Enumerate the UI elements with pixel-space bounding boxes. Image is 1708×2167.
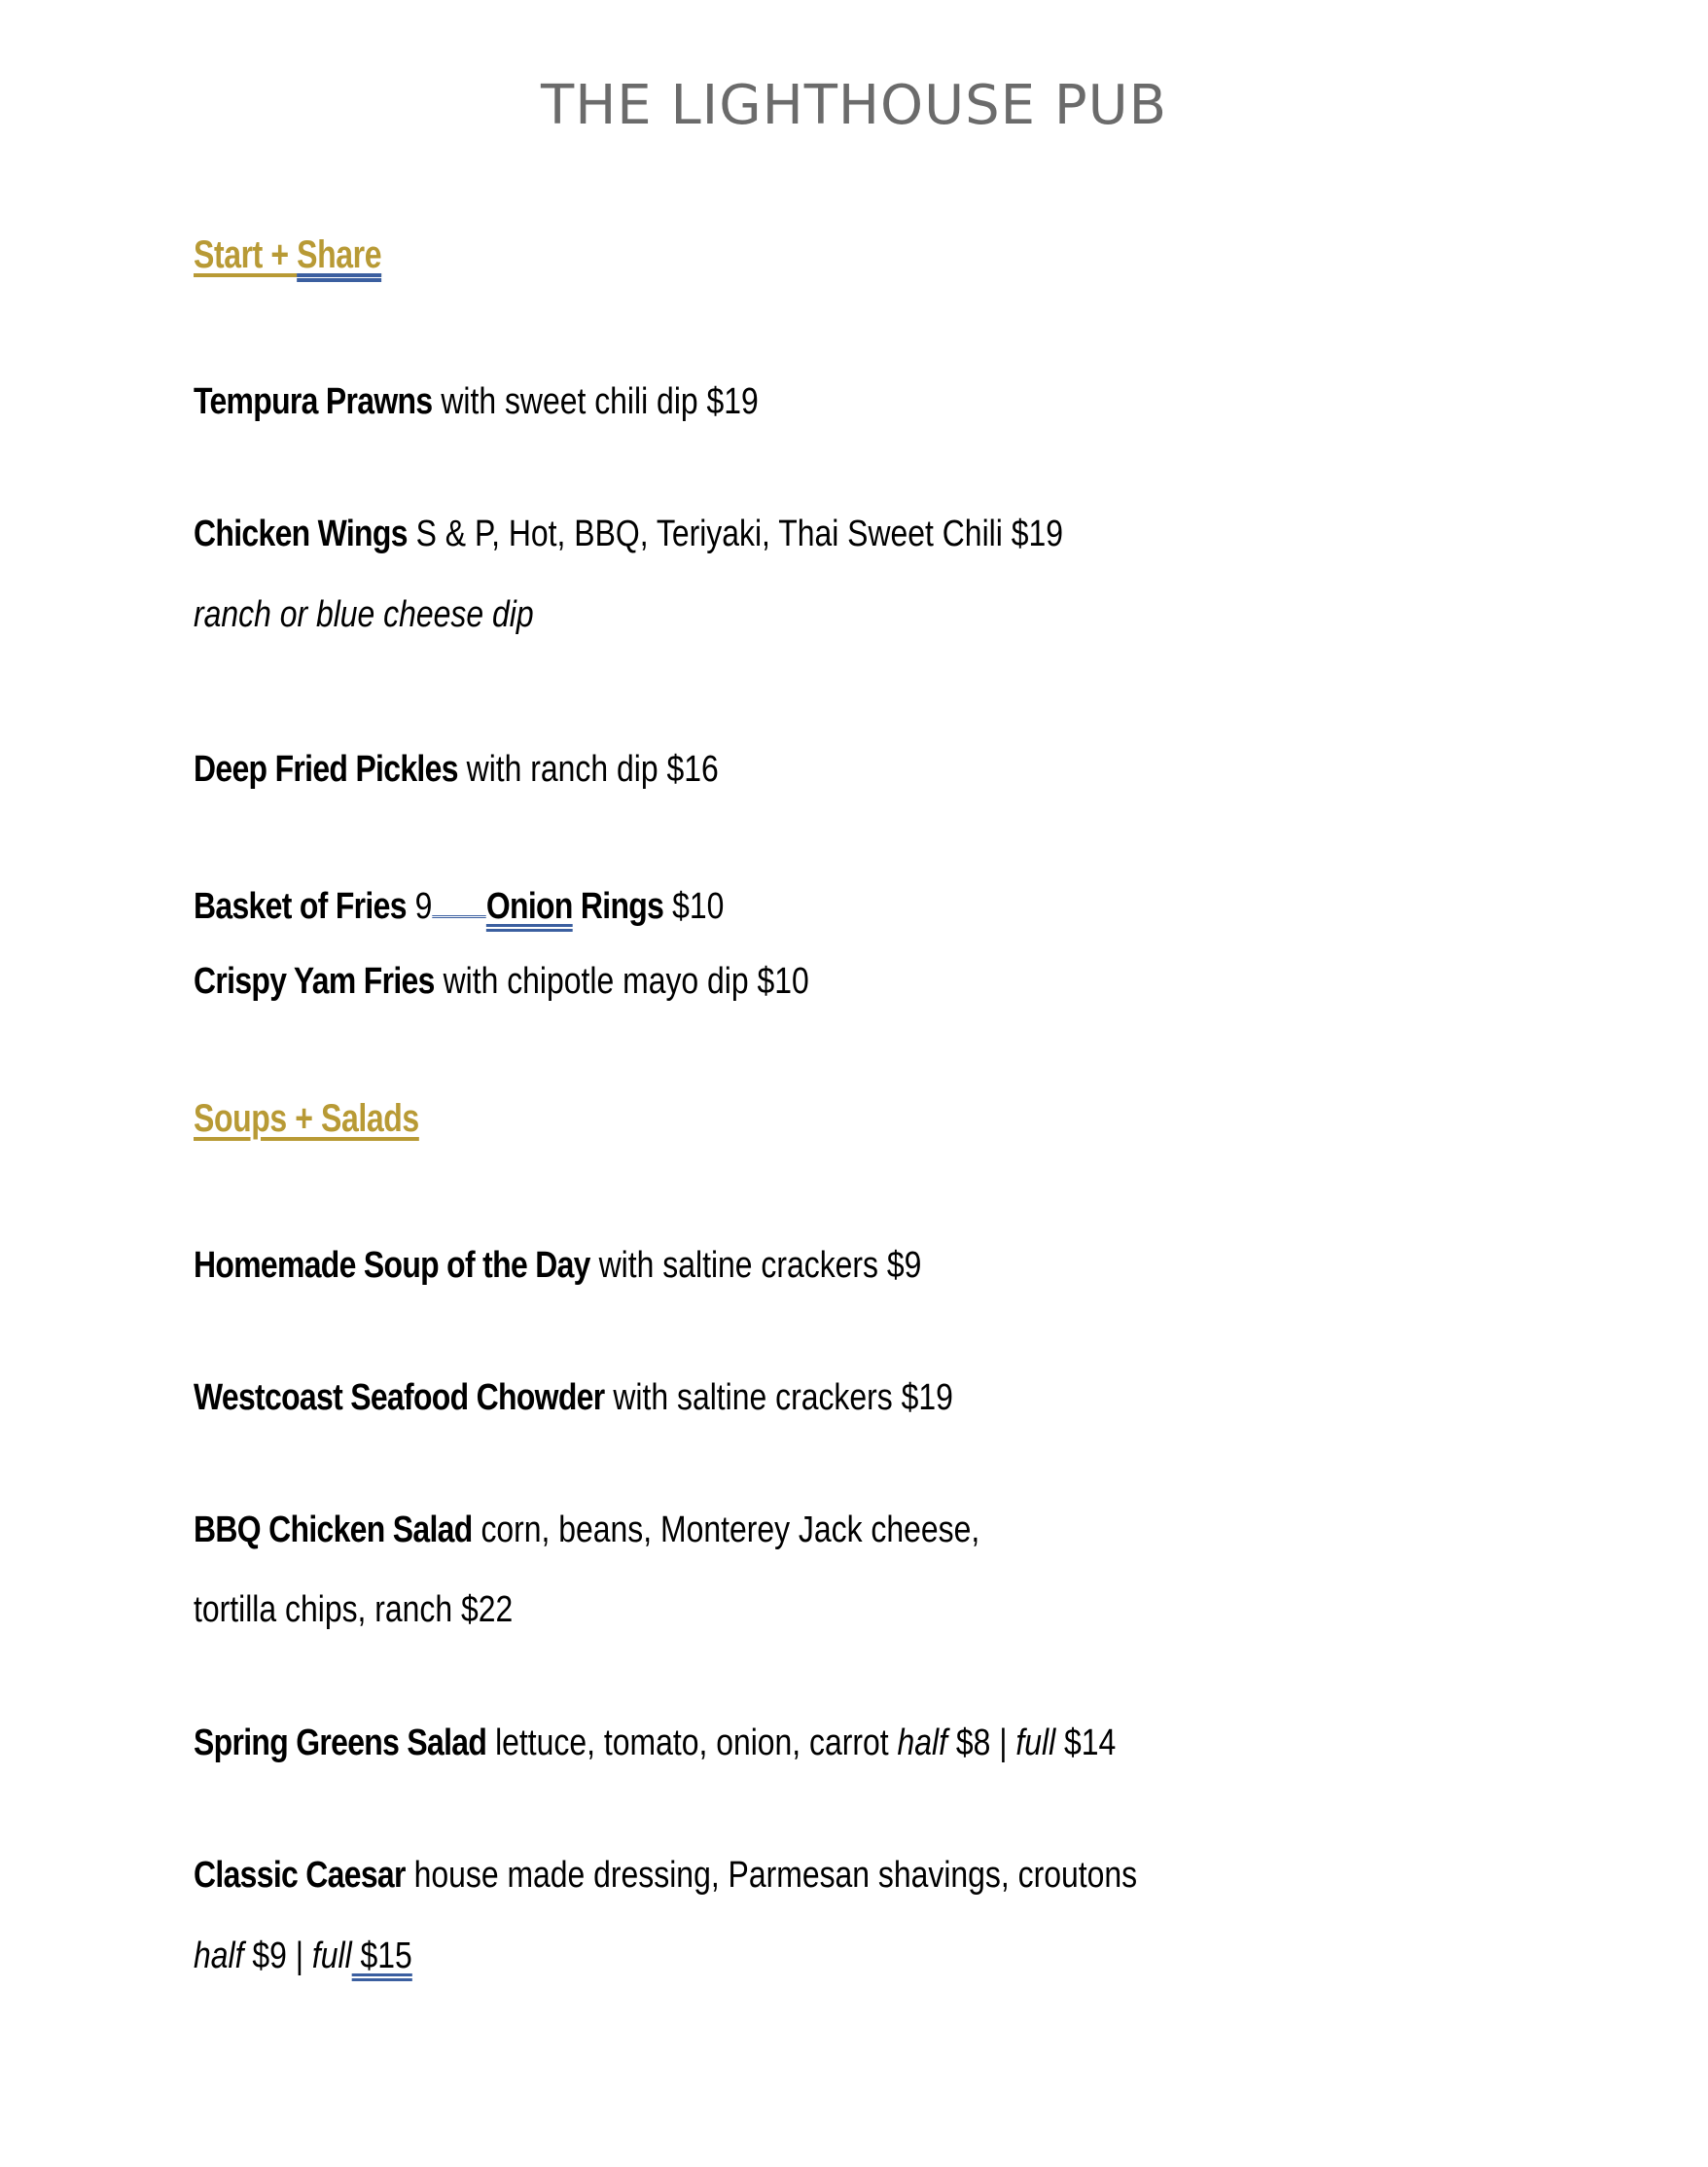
item-desc: with chipotle mayo dip $10	[434, 961, 809, 1002]
full-price: $15	[351, 1936, 412, 1976]
menu-item-classic-caesar-prices	[194, 1936, 412, 1977]
item-name: Basket of Fries	[194, 886, 407, 927]
item-desc: corn, beans, Monterey Jack cheese,	[472, 1510, 980, 1550]
menu-item-bbq-chicken-salad-cont: tortilla chips, ranch $22	[194, 1589, 514, 1630]
heading-part-1: Start +	[194, 233, 298, 276]
item-desc: S & P, Hot, BBQ, Teriyaki, Thai Sweet Chili $19	[407, 514, 1063, 554]
menu-item-chicken-wings	[194, 514, 1063, 555]
section-heading-start-share	[194, 233, 381, 277]
item-desc: with ranch dip $16	[457, 749, 719, 790]
item-name: Spring Greens Salad	[194, 1723, 487, 1763]
item-name: Homemade Soup of the Day	[194, 1245, 590, 1286]
item-desc: house made dressing, Parmesan shavings, croutons	[405, 1855, 1138, 1896]
item-name: BBQ Chicken Salad	[194, 1510, 473, 1550]
menu-item-chicken-wings-note: ranch or blue cheese dip	[194, 594, 534, 635]
item-name: Deep Fried Pickles	[194, 749, 458, 790]
heading-part-2: Share	[297, 233, 382, 276]
half-price: $9 |	[243, 1936, 312, 1976]
menu-item-fries-and-rings	[194, 882, 724, 928]
tab-gap	[432, 882, 485, 918]
menu-item-seafood-chowder	[194, 1377, 953, 1419]
menu-item-spring-greens-salad	[194, 1723, 1116, 1764]
item-name: Chicken Wings	[194, 514, 408, 554]
half-label: half	[194, 1936, 244, 1976]
item2-price: $10	[663, 886, 725, 927]
item2-name-underlined: Onion	[485, 886, 573, 927]
item-price: 9	[406, 886, 433, 927]
item2-name-rest: Rings	[572, 886, 664, 927]
item-name: Crispy Yam Fries	[194, 961, 435, 1002]
item-desc: with saltine crackers $19	[604, 1377, 953, 1418]
menu-item-tempura-prawns	[194, 381, 759, 423]
item-name: Classic Caesar	[194, 1855, 406, 1896]
full-label: full	[1015, 1723, 1056, 1763]
item-desc: with saltine crackers $9	[589, 1245, 922, 1286]
menu-item-bbq-chicken-salad	[194, 1510, 979, 1551]
full-price: $14	[1055, 1723, 1117, 1763]
item-name: Tempura Prawns	[194, 381, 433, 422]
menu-item-soup-of-the-day	[194, 1245, 921, 1287]
menu-item-crispy-yam-fries	[194, 961, 809, 1003]
item-name: Westcoast Seafood Chowder	[194, 1377, 605, 1418]
section-heading-soups-salads: Soups + Salads	[194, 1097, 419, 1140]
menu-item-deep-fried-pickles	[194, 749, 719, 791]
page-title: THE LIGHTHOUSE PUB	[540, 74, 1167, 137]
item-desc: with sweet chili dip $19	[432, 381, 759, 422]
half-label: half	[897, 1723, 947, 1763]
item-desc: lettuce, tomato, onion, carrot	[486, 1723, 898, 1763]
half-price: $8 |	[946, 1723, 1016, 1763]
menu-item-classic-caesar	[194, 1855, 1137, 1897]
full-label: full	[311, 1936, 352, 1976]
